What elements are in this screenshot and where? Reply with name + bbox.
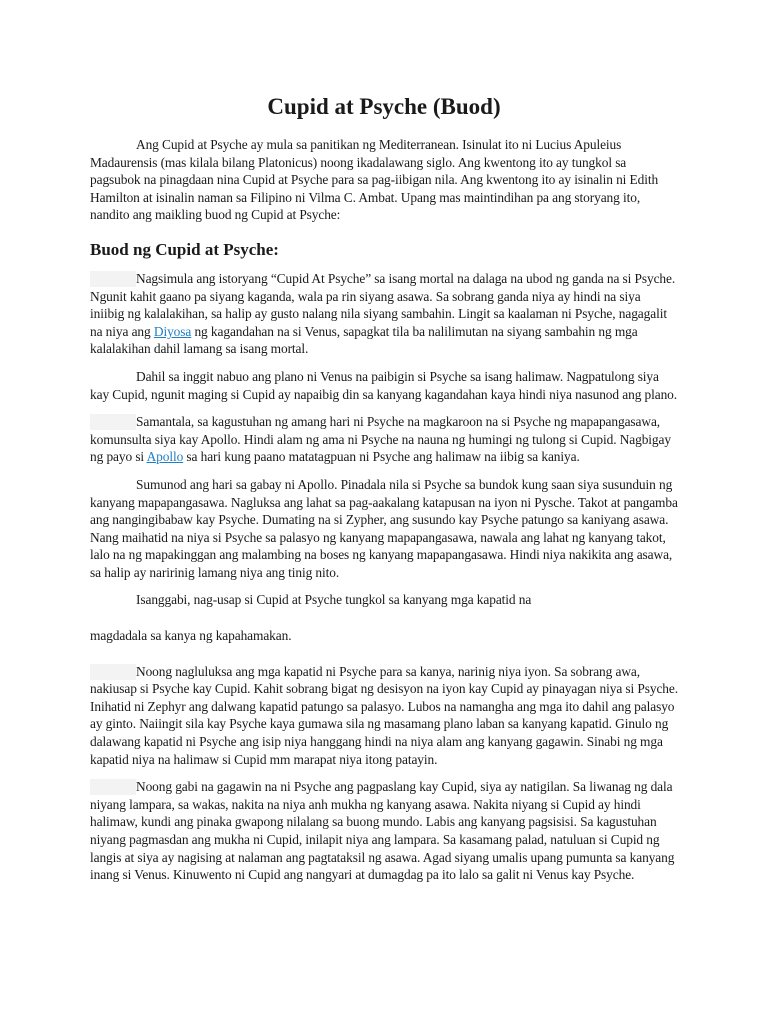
paragraph-3 [90, 413, 678, 466]
paragraph-6: magdadala sa kanya ng kapahamakan. [90, 628, 292, 644]
intro-paragraph: Ang Cupid at Psyche ay mula sa panitikan ng Mediterranean. Isinulat ito ni Lucius Apuleius Madaurensis (mas kilala bilang Platonicus) noong ikadalawang siglo. Ang kwentong ito ay tungkol sa pagsubok na pinagdaan nina Cupid at Psyche para sa pag-iibigan nila. Ang kwentong ito ay isinalin ni Edith Hamilton at isinalin naman sa Filipino ni Vilma C. Ambat. Upang mas maintindihan pa ang storyang ito, nandito ang maikling buod ng Cupid at Psyche: [90, 137, 659, 223]
paragraph-4: Sumunod ang hari sa gabay ni Apollo. Pinadala nila si Psyche sa bundok kung saan siya susunduin ng kanyang mapapangasawa. Nagluksa ang lahat sa pag-aakalang katapusan na iyon ni Pysche. Takot at pangamba ang nangingibabaw kay Psyche. Dumating na si Zypher, ang susundo kay Psyche patungo sa kaniyang asawa. Nang maihatid na niya si Psyche sa palasyo ng kanyang mapapangasawa, nawala ang lahat ng kanyang takot, lalo na ng mapakinggan ang malambing na boses ng kanyang mapapangasawa. Hindi niya nakikita ang asawa, sa halip ay naririnig lamang niya ang tinig nito. [90, 476, 678, 580]
paragraph-1-text-b: ng kagandahan na si Venus, sapagkat tila ba nalilimutan na siyang sambahin ng mga kalalakihan dahil lamang sa isang mortal. [90, 323, 638, 357]
paragraph-1-text-a: Nagsimula ang istoryang “Cupid At Psyche” sa isang mortal na dalaga na ubod ng ganda na si Psyche. Ngunit kahit gaano pa siyang kaganda, wala pa rin siyang asawa. Sa sobrang ganda niya ay hindi na siya iniibig ng kalalakihan, sa halip ay gusto nalang nila siyang sambahin. Lingit sa kaalaman ni Psyche, nagagalit na niya ang [90, 270, 676, 339]
paragraph-3-text-a: Samantala, sa kagustuhan ng amang hari ni Psyche na magkaroon na si Psyche ng mapapangasawa, komunsulta siya kay Apollo. Hindi alam ng ama ni Psyche na nauna ng humingi ng tulong si Cupid. Nagbigay ng payo si [90, 414, 671, 465]
apollo-link[interactable]: Apollo [146, 449, 184, 465]
document-page [90, 92, 678, 894]
paragraph-8: Noong gabi na gagawin na ni Psyche ang pagpaslang kay Cupid, siya ay natigilan. Sa liwanag ng dala niyang lampara, sa wakas, nakita na niya anh mukha ng kanyang asawa. Nakita niyang si Cupid ay hindi halimaw, kundi ang pinaka gwapong nilalang sa buong mundo. Labis ang kanyang pagsisisi. Sa kagustuhan niyang pagmasdan ang mukha ni Cupid, inilapit niya ang lampara. Sa kasamang palad, natuluan si Cupid ng langis at siya ay nagising at nalaman ang pagtataksil ng asawa. Agad siyang umalis upang pumunta sa kanyang inang si Venus. Kinuwento ni Cupid ang nangyari at dumagdag pa ito lalo sa galit ni Venus kay Psyche. [90, 778, 678, 884]
paragraph-2: Dahil sa inggit nabuo ang plano ni Venus na paibigin si Psyche sa isang halimaw. Nagpatulong siya kay Cupid, ngunit maging si Cupid ay napaibig din sa kanyang kagandahan kaya hindi niya nasunod ang plano. [90, 368, 678, 402]
diyosa-link[interactable]: Diyosa [153, 323, 192, 339]
paragraph-1 [90, 270, 678, 358]
paragraph-3-text-b: sa hari kung paano matatagpuan ni Psyche ang halimaw na iibig sa kaniya. [183, 449, 580, 465]
paragraph-5: Isanggabi, nag-usap si Cupid at Psyche tungkol sa kanyang mga kapatid na [136, 592, 532, 608]
document-title: Cupid at Psyche (Buod) [267, 94, 501, 119]
section-heading: Buod ng Cupid at Psyche: [90, 239, 279, 259]
paragraph-7: Noong nagluluksa ang mga kapatid ni Psyche para sa kanya, narinig niya iyon. Sa sobrang awa, nakiusap si Psyche kay Cupid. Kahit sobrang bigat ng desisyon na iyon kay Cupid ay pinayagan niya si Psyche. Inihatid ni Zephyr ang dalwang kapatid patungo sa palasyo. Lubos na namangha ang mga ito dahil ang palasyo ay ginto. Naiingit sila kay Psyche kaya gumawa sila ng masamang plano laban sa kanyang kapatid. Ginulo ng dalawang kapatid ni Psyche ang isip niya hanggang hindi na niya alam ang kanyang gagawin. Sinabi ng mga kapatid niya na halimaw si Cupid mm marapat niya itong patayin. [90, 663, 678, 767]
